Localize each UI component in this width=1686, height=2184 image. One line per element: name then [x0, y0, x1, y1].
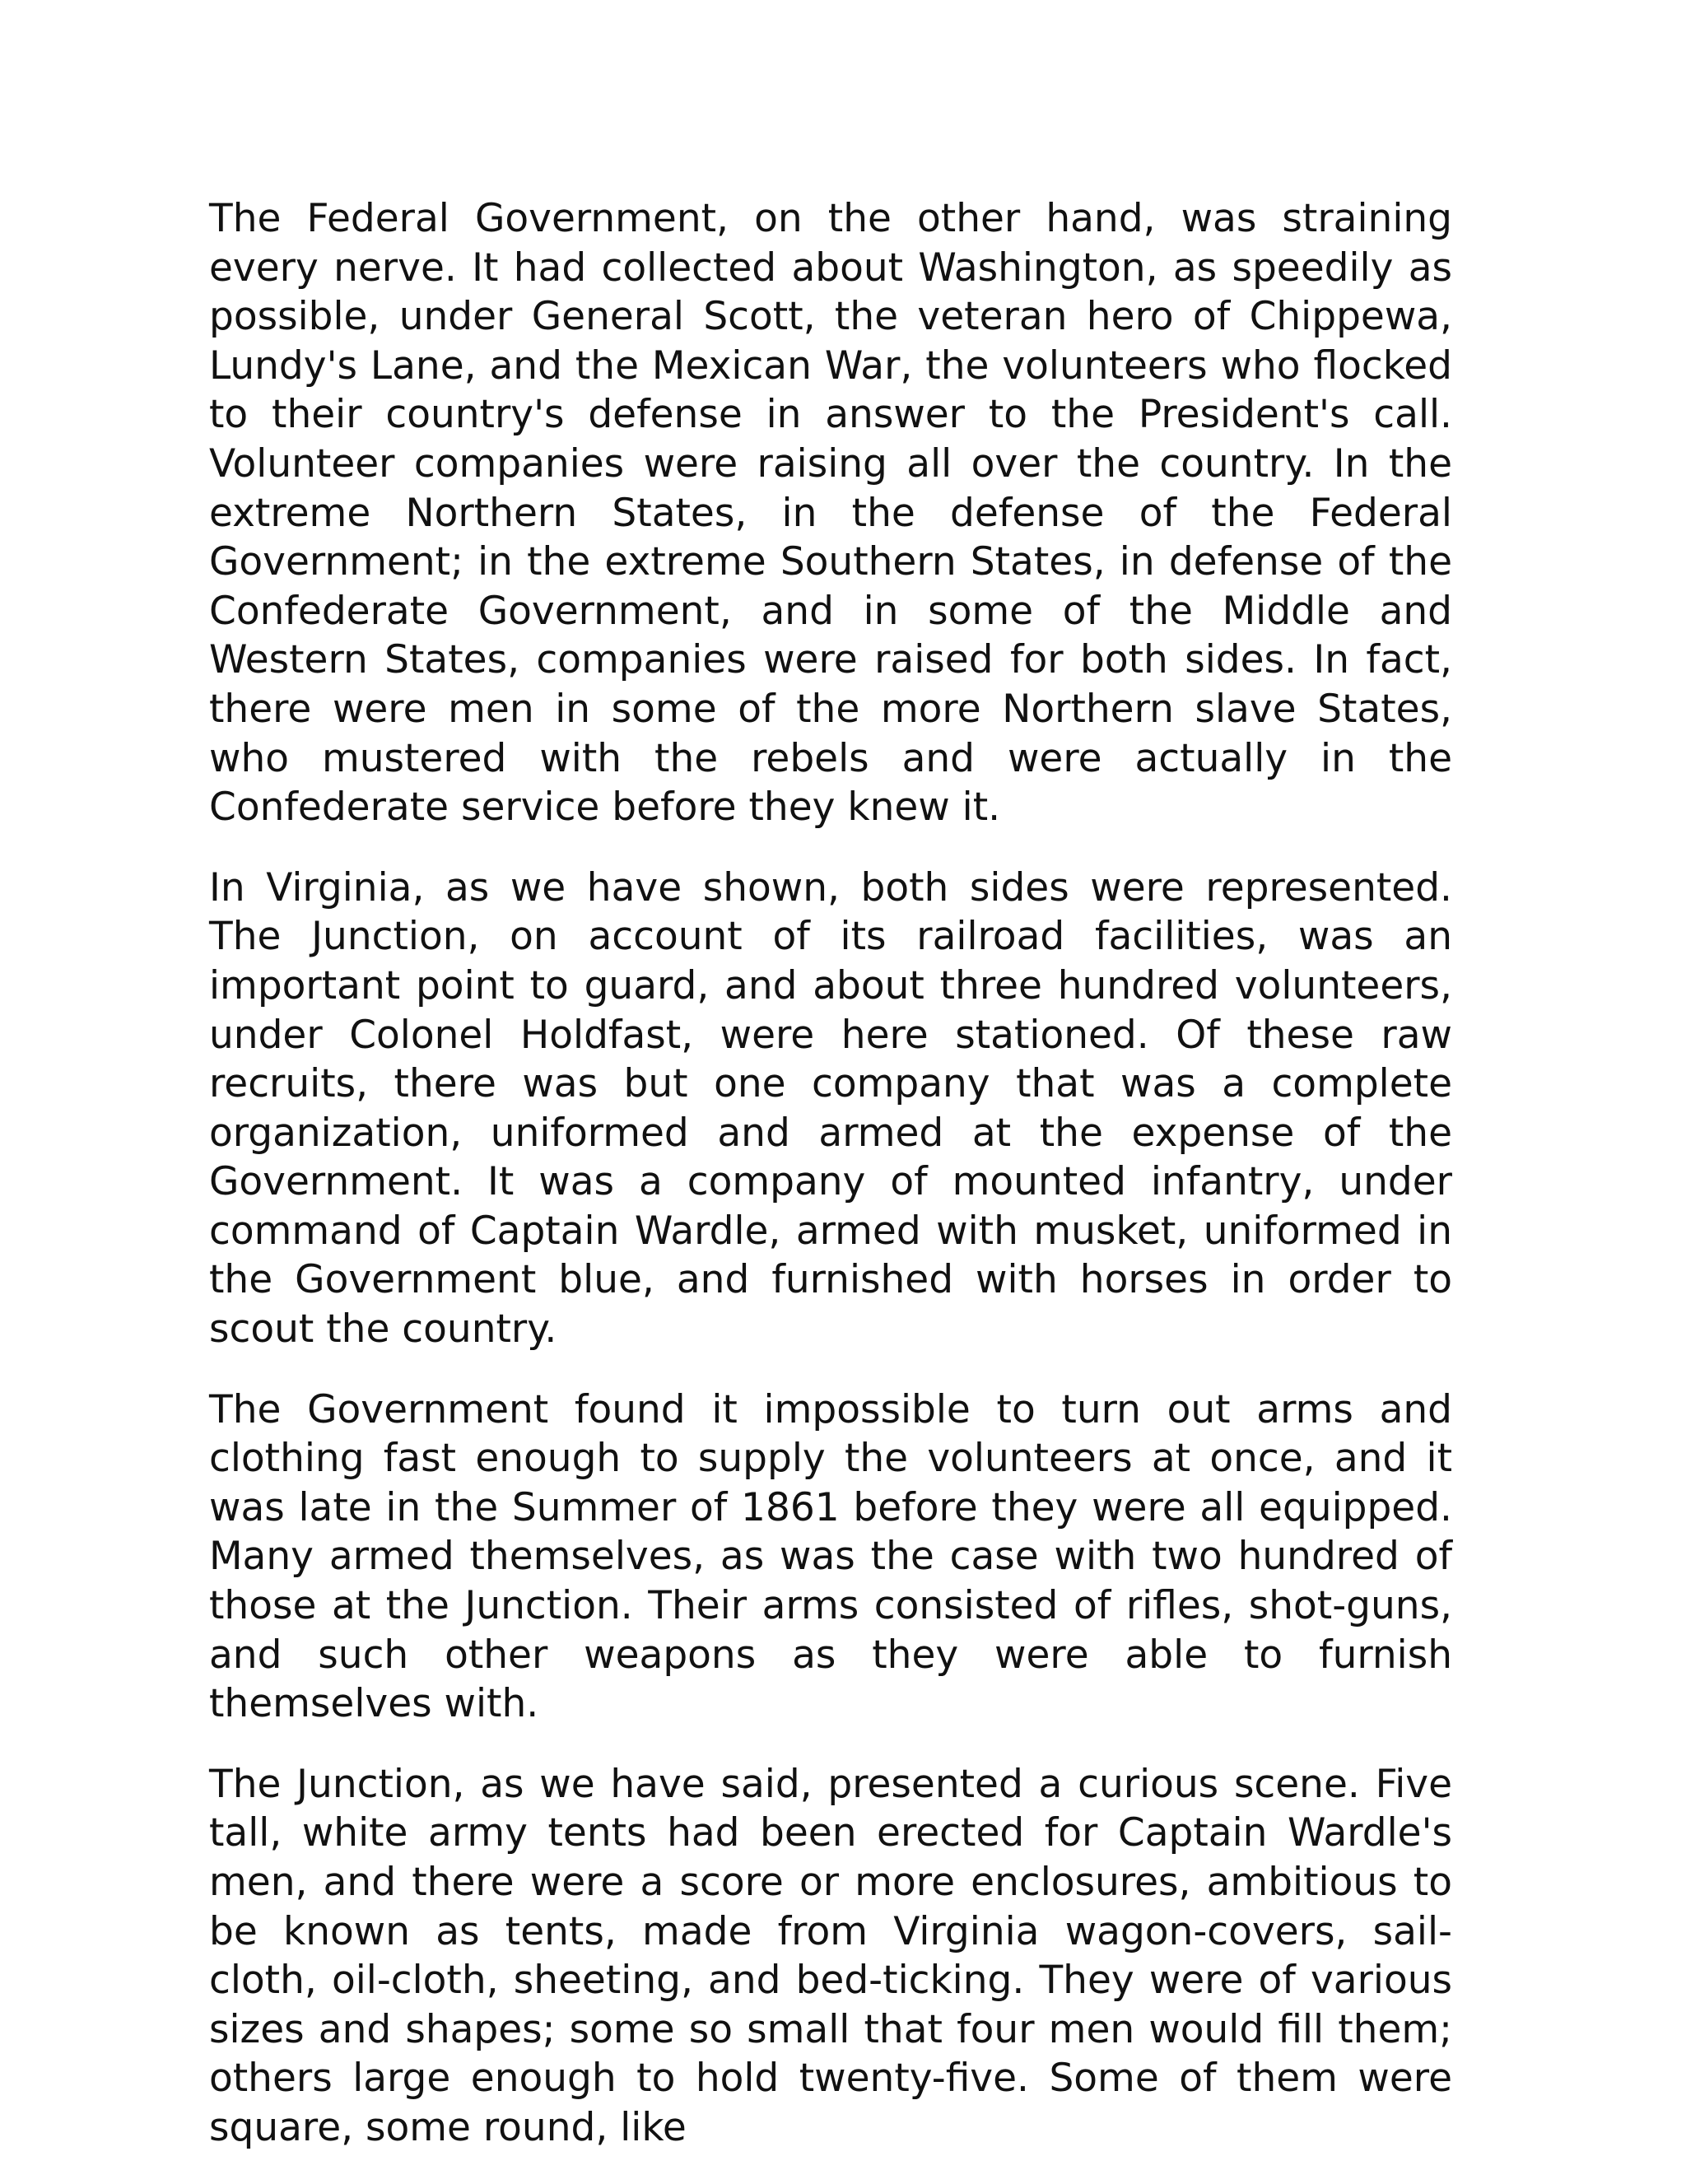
- paragraph-3: The Government found it impossible to turn out arms and clothing fast enough to supply the volunteers at once, and it was late in the Summer of 1861 before they were all equipped. Many armed themselves, as was the case with two hundred of those at the Junction. Their arms consisted of rifles, shot-guns, and such other weapons as they were able to furnish themselves with.: [209, 1386, 1452, 1727]
- paragraph-2: In Virginia, as we have shown, both sides were represented. The Junction, on account of its railroad facilities, was an important point to guard, and about three hundred volunteers, under Colonel Holdfast, were here stationed. Of these raw recruits, there was but one company that was a complete organization, uniformed and armed at the expense of the Government. It was a company of mounted infantry, under command of Captain Wardle, armed with musket, uniformed in the Government blue, and furnished with horses in order to scout the country.: [209, 864, 1452, 1353]
- paragraph-1: The Federal Government, on the other hand, was straining every nerve. It had collected about Washington, as speedily as possible, under General Scott, the veteran hero of Chippewa, Lundy's Lane, and the Mexican War, the volunteers who flocked to their country's defense in answer to the President's call. Volunteer companies were raising all over the country. In the extreme Northern States, in the defense of the Federal Government; in the extreme Southern States, in defense of the Confederate Government, and in some of the Middle and Western States, companies were raised for both sides. In fact, there were men in some of the more Northern slave States, who mustered with the rebels and were actually in the Confederate service before they knew it.: [209, 196, 1452, 831]
- document-page: [209, 194, 1452, 2184]
- paragraph-4: The Junction, as we have said, presented a curious scene. Five tall, white army tents had been erected for Captain Wardle's men, and there were a score or more enclosures, ambitious to be known as tents, made from Virginia wagon-covers, sail-cloth, oil-cloth, sheeting, and bed-ticking. They were of various sizes and shapes; some so small that four men would fill them; others large enough to hold twenty-five. Some of them were square, some round, like: [209, 1761, 1452, 2150]
